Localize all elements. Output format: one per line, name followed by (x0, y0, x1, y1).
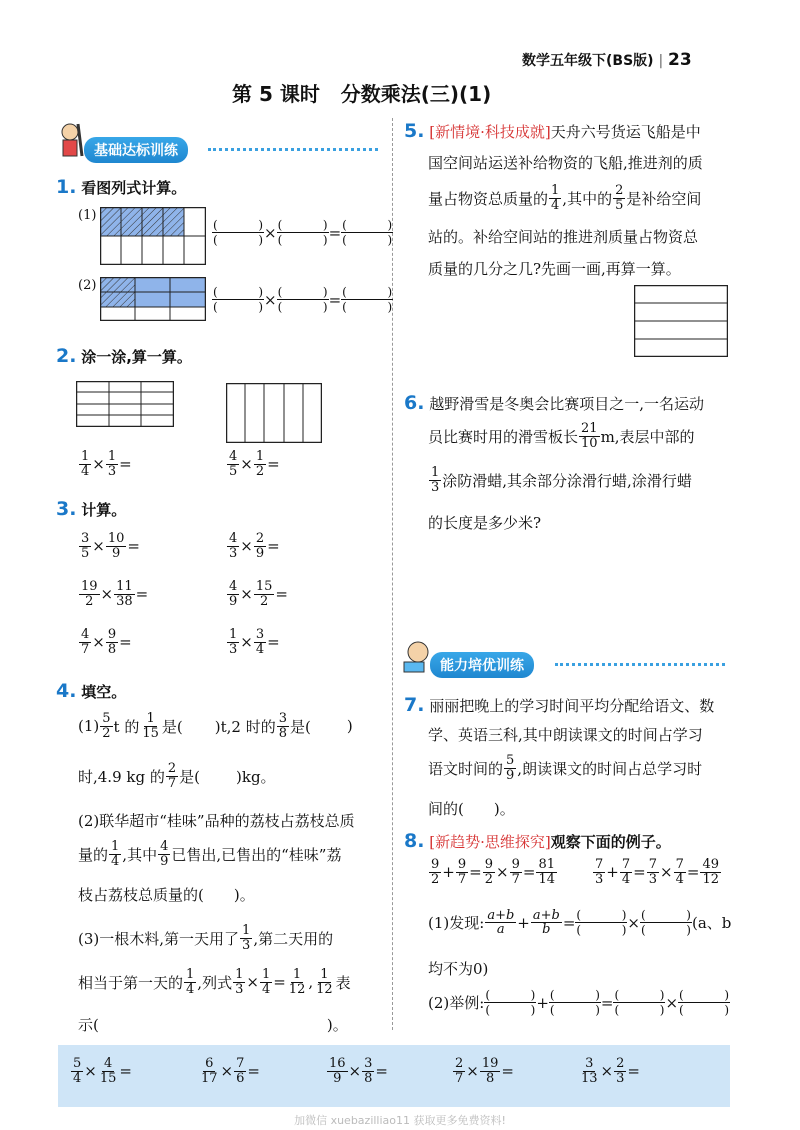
book-title: 数学五年级下(BS版) | 23 (522, 50, 692, 70)
dotted-divider (555, 663, 725, 666)
bottom-expr-3: $\frac{16}{9}$ × $\frac{3}{8}$ = (329, 1056, 388, 1086)
q4-line6: (3)一根木料,第一天用了 1 3 ,第二天用的 (78, 923, 334, 953)
q6-line4: 的长度是多少米? (428, 514, 542, 532)
q2-heading: 2. 涂一涂,算一算。 (56, 345, 192, 367)
q7-line3: 语文时间的 5 9 ,朗读课文的时间占总学习时 (428, 753, 703, 783)
q4-line7: 相当于第一天的 1 4 ,列式 $\frac{1}{3}$ × $\frac{1}{4}$ = $\frac{1}{12}$ , 1 12 表 (78, 967, 351, 997)
student-pencil-icon (58, 122, 84, 158)
q4-line8: 示( )。 (78, 1016, 348, 1034)
section-ability-ribbon: 能力培优训练 (430, 652, 534, 678)
q3-expr-5: $\frac{4}{7}$ × $\frac{9}{8}$ = (81, 627, 132, 657)
bottom-expr-4: $\frac{2}{7}$ × $\frac{19}{8}$ = (455, 1056, 514, 1086)
q4-line4: 量的 1 4 ,其中 4 9 已售出,已售出的“桂味”荔 (78, 839, 342, 869)
q1-equation2: ( ) ( ) × ( ) ( ) = ( ) ( ) (213, 285, 393, 315)
q4-line2: 时,4.9 kg 的 2 7 是( )kg。 (78, 761, 276, 791)
q3-expr-6: $\frac{1}{3}$ × $\frac{3}{4}$ = (229, 627, 280, 657)
bottom-expr-2: $\frac{6}{17}$ × $\frac{7}{6}$ = (201, 1056, 260, 1086)
q8-part1-note: 均不为0) (428, 960, 489, 978)
q1-part1-label: (1) (78, 208, 97, 223)
q5-line3: 量占物资总质量的 1 4 ,其中的 2 5 是补给空间 (428, 183, 702, 213)
q3-expr-3: $\frac{19}{2}$ × $\frac{11}{38}$ = (81, 579, 149, 609)
q7-line4: 间的( )。 (428, 800, 515, 818)
q5-line2: 国空间站运送补给物资的飞船,推进剂的质 (428, 154, 703, 172)
bottom-expr-5: $\frac{3}{13}$ × $\frac{2}{3}$ = (581, 1056, 640, 1086)
q2-grid-b (226, 383, 322, 443)
q1-equation1: ( ) ( ) × ( ) ( ) = ( ) ( ) (213, 218, 393, 248)
q5-line1: 5. [新情境·科技成就] 天舟六号货运飞船是中 (404, 120, 701, 142)
q8-heading: 8. [新趋势·思维探究] 观察下面的例子。 (404, 830, 671, 852)
q8-example2: 7 3 + $\frac{7}{4}$ = $\frac{7}{3}$ × $\frac{7}{4}$ = $\frac{49}{12}$ (595, 857, 719, 887)
q3-expr-1: $\frac{3}{5}$ × $\frac{10}{9}$ = (81, 531, 140, 561)
q5-drawing-grid[interactable] (634, 285, 728, 357)
bottom-expr-1: $\frac{5}{4}$ × $\frac{4}{15}$ = (73, 1056, 132, 1086)
q2-grid-a (76, 381, 174, 427)
q1-grid1 (100, 207, 206, 265)
watermark: 加微信 xuebazilliao11 获取更多免费资料! (294, 1114, 506, 1127)
lesson-title: 第 5 课时 分数乘法(三)(1) (232, 82, 492, 106)
q7-line1: 7. 丽丽把晚上的学习时间平均分配给语文、数 (404, 694, 715, 716)
q1-heading: 1. 看图列式计算。 (56, 176, 187, 198)
q8-part2: (2)举例: ( ) ( ) + ( ) ( ) = ( ) ( ) × ( ) ( ) (428, 988, 730, 1018)
q4-line5: 枝占荔枝总质量的( )。 (78, 886, 255, 904)
q4-heading: 4. 填空。 (56, 680, 127, 702)
section-basic-ribbon: 基础达标训练 (84, 137, 188, 163)
q2-expr-b: $\frac{4}{5}$ × $\frac{1}{2}$ = (229, 449, 280, 479)
q2-expr-a: $\frac{1}{4}$ × $\frac{1}{3}$ = (81, 449, 132, 479)
q4-line3: (2)联华超市“桂味”品种的荔枝占荔枝总质 (78, 812, 355, 830)
q3-expr-4: $\frac{4}{9}$ × $\frac{15}{2}$ = (229, 579, 288, 609)
q7-line2: 学、英语三科,其中朗读课文的时间占学习 (428, 726, 703, 744)
dotted-divider (208, 148, 378, 151)
q3-heading: 3. 计算。 (56, 498, 127, 520)
q6-line3: 1 3 涂防滑蜡,其余部分涂滑行蜡,涂滑行蜡 (431, 465, 692, 495)
q8-part1: (1)发现: a+b a + $\frac{a+b}{b}$ = ( ) ( ) × ( ) ( ) (a、b (428, 907, 732, 938)
q1-grid2 (100, 277, 206, 321)
q5-line5: 质量的几分之几?先画一画,再算一算。 (428, 260, 681, 278)
q5-line4: 站的。补给空间站的推进剂质量占物资总 (428, 228, 699, 246)
q4-line1: (1) 5 2 t 的 1 15 是( )t,2 时的 3 8 是( ) (78, 711, 353, 741)
q6-line1: 6. 越野滑雪是冬奥会比赛项目之一,一名运动 (404, 392, 705, 414)
q3-expr-2: $\frac{4}{3}$ × $\frac{2}{9}$ = (229, 531, 280, 561)
q6-line2: 员比赛时用的滑雪板长 21 10 m,表层中部的 (428, 421, 695, 451)
student-reading-icon (402, 640, 430, 674)
column-divider (392, 118, 393, 1030)
q1-part2-label: (2) (78, 278, 97, 293)
q8-example1: 9 2 + $\frac{9}{7}$ = $\frac{9}{2}$ × $\frac{9}{7}$ = $\frac{81}{14}$ (431, 857, 555, 887)
